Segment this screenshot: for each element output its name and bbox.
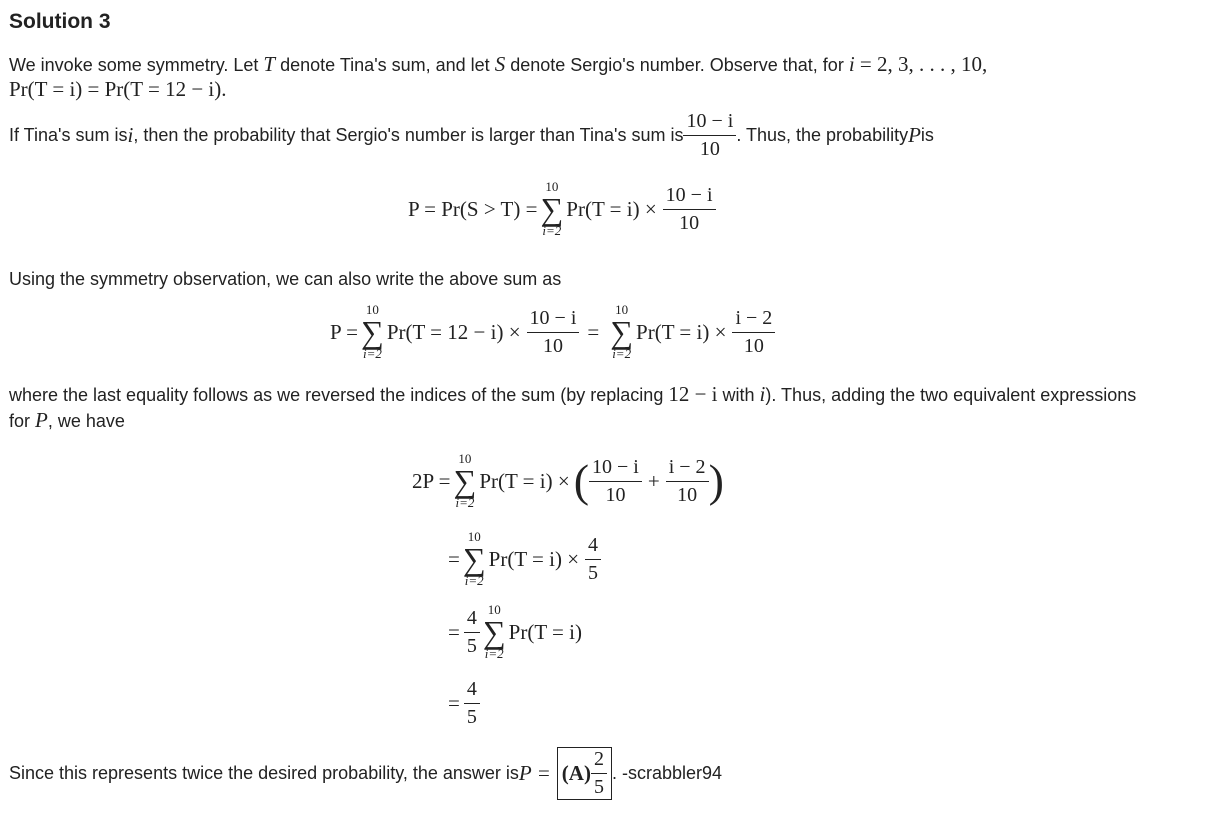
equation-1: P = Pr(S > T) = 10 ∑ i=2 Pr(T = i) × $\frac{10 - i}{10}$ — [408, 180, 716, 238]
answer-box: (A) $\frac{2}{5}$ — [557, 747, 612, 800]
fraction: $\frac{2}{5}$ — [591, 748, 607, 799]
summation-symbol: 10 ∑ i=2 — [453, 451, 477, 510]
paragraph-intro: We invoke some symmetry. Let T denote Tina's sum, and let S denote Sergio's number. Observe that, for i = 2, 3, . . . , 10, — [9, 52, 988, 76]
summation-symbol: 10 ∑ i=2 — [462, 529, 486, 588]
equation-3-line-1: 2P = 10 ∑ i=2 Pr(T = i) × ( $\frac{10 - i}{10}$ + $\frac{i - 2}{10}$ ) — [412, 451, 724, 510]
equation-2: P = 10 ∑ i=2 Pr(T = 12 − i) × $\frac{10 - i}{10}$ = 10 ∑ i=2 Pr(T = i) × $\frac{i - 2}{10}$ — [330, 303, 775, 361]
fraction: $\frac{4}{5}$ — [464, 678, 480, 729]
equation-3-line-2: = 10 ∑ i=2 Pr(T = i) × $\frac{4}{5}$ — [448, 530, 601, 588]
paragraph-symmetry: Using the symmetry observation, we can also write the above sum as — [9, 269, 562, 289]
summation-symbol: 10 ∑ i=2 — [482, 602, 506, 661]
fraction-inline: $\frac{10 - i}{10}$ — [683, 110, 736, 161]
fraction: $\frac{i - 2}{10}$ — [666, 456, 709, 507]
fraction: $\frac{4}{5}$ — [464, 607, 480, 658]
solution-heading: Solution 3 — [9, 10, 111, 33]
paragraph-answer: Since this represents twice the desired probability, the answer is P = (A) $\frac{2}{5}$ . -scrabbler94 — [9, 748, 723, 798]
paragraph-probability: If Tina's sum is i , then the probability that Sergio's number is larger than Tina's sum is $\frac{10 - i}{10}$ . Thus, the probability P is — [9, 110, 934, 160]
fraction: $\frac{i - 2}{10}$ — [732, 307, 775, 358]
paragraph-reversal: where the last equality follows as we reversed the indices of the sum (by replacing 12 − i with i). Thus, adding the two equivalent expressions — [9, 382, 1137, 406]
symmetry-identity: Pr(T = i) = Pr(T = 12 − i). — [9, 77, 227, 101]
equation-3-line-3: = $\frac{4}{5}$ 10 ∑ i=2 Pr(T = i) — [448, 602, 582, 661]
equation-3-line-4: = $\frac{4}{5}$ — [448, 678, 480, 729]
summation-symbol: 10 ∑ i=2 — [540, 179, 564, 238]
paragraph-reversal-line2: for P, we have — [9, 408, 125, 432]
fraction: $\frac{10 - i}{10}$ — [663, 184, 716, 235]
summation-symbol: 10 ∑ i=2 — [361, 302, 384, 361]
fraction: $\frac{10 - i}{10}$ — [589, 456, 642, 507]
author-credit: . -scrabbler94 — [611, 763, 723, 783]
summation-symbol: 10 ∑ i=2 — [610, 302, 634, 361]
fraction: $\frac{4}{5}$ — [585, 534, 601, 585]
fraction: $\frac{10 - i}{10}$ — [527, 307, 580, 358]
